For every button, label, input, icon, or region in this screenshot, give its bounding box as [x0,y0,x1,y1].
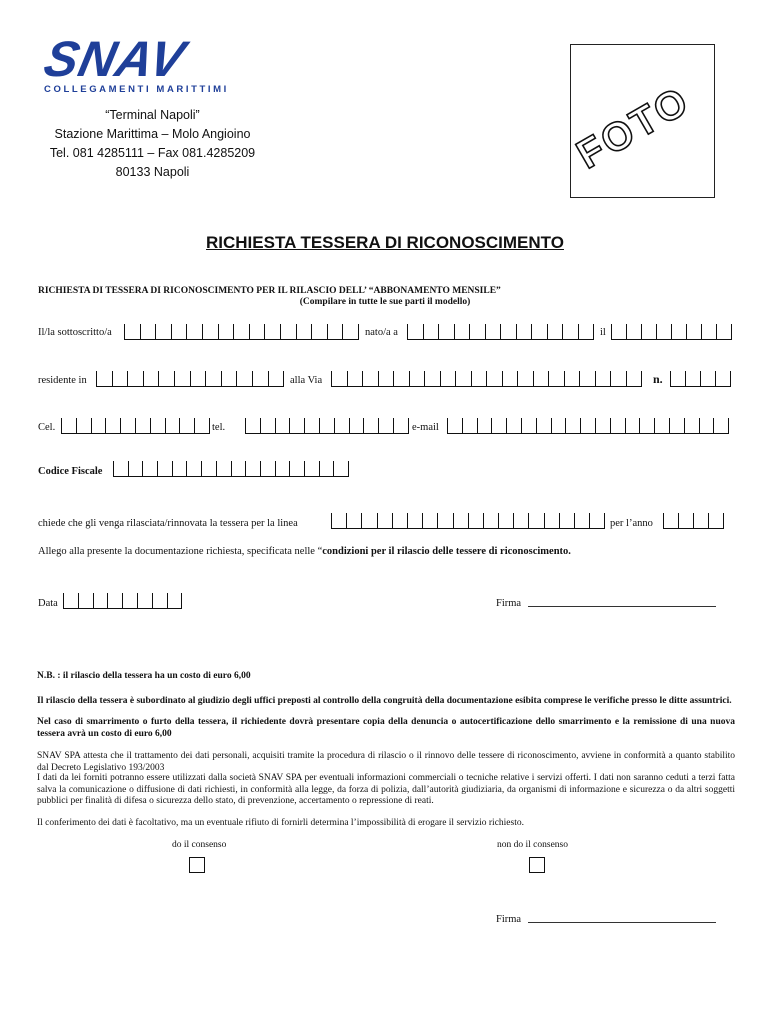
char-box[interactable] [305,418,320,434]
char-box[interactable] [261,418,276,434]
char-box[interactable] [717,324,732,340]
label-data: Data [38,598,58,609]
char-box[interactable] [679,513,694,529]
char-box[interactable] [332,513,347,529]
data-boxes[interactable] [63,593,182,609]
char-box[interactable] [499,513,514,529]
char-box[interactable] [501,324,517,340]
allego-text [38,546,571,557]
char-box[interactable] [246,418,261,434]
char-box[interactable] [113,371,129,387]
char-box[interactable] [611,371,627,387]
char-box[interactable] [297,324,313,340]
char-box[interactable] [642,324,657,340]
char-box[interactable] [144,371,160,387]
char-box[interactable] [206,371,222,387]
char-box[interactable] [565,371,581,387]
char-box[interactable] [334,461,349,477]
address-line-stazione: Stazione Marittima – Molo Angioino [54,127,251,141]
char-box[interactable] [393,513,408,529]
char-box[interactable] [168,593,183,609]
char-box[interactable] [424,324,440,340]
char-box[interactable] [469,513,484,529]
intro-instructions: (Compilare in tutte le sue parti il modello) [299,297,471,307]
char-box[interactable] [328,324,344,340]
char-box[interactable] [408,324,424,340]
char-box[interactable] [700,418,715,434]
char-box[interactable] [114,461,129,477]
label-tel: tel. [212,422,226,433]
label-sottoscritto: Il/la sottoscritto/a [38,327,112,338]
char-box[interactable] [408,513,423,529]
tel-boxes[interactable] [245,418,409,434]
char-box[interactable] [579,324,595,340]
char-box[interactable] [612,324,627,340]
char-box[interactable] [672,324,687,340]
char-box[interactable] [335,418,350,434]
non-do-consenso-checkbox[interactable] [529,857,545,873]
char-box[interactable] [455,324,471,340]
address-line-city: 80133 Napoli [115,165,190,179]
char-box[interactable] [187,324,203,340]
char-box[interactable] [566,418,581,434]
snav-logo [39,31,245,98]
char-box[interactable] [702,324,717,340]
char-box[interactable] [246,461,261,477]
char-box[interactable] [125,324,141,340]
char-box[interactable] [62,418,77,434]
char-box[interactable] [232,461,247,477]
char-box[interactable] [640,418,655,434]
intro-line: RICHIESTA DI TESSERA DI RICONOSCIMENTO PER IL RILASCIO DELL’ “ABBONAMENTO MENSILE” [38,286,501,296]
char-box[interactable] [686,371,701,387]
char-box[interactable] [123,593,138,609]
char-box[interactable] [143,461,158,477]
char-box[interactable] [394,418,409,434]
char-box[interactable] [425,371,441,387]
char-box[interactable] [529,513,544,529]
char-box[interactable] [439,324,455,340]
char-box[interactable] [611,418,626,434]
char-box[interactable] [378,513,393,529]
linea-boxes[interactable] [331,513,605,529]
char-box[interactable] [265,324,281,340]
char-box[interactable] [532,324,548,340]
char-box[interactable] [671,371,686,387]
logo-wordmark: SNAV [39,31,191,87]
address-line-phone: Tel. 081 4285111 – Fax 081.4285209 [49,146,256,160]
char-box[interactable] [305,461,320,477]
char-box[interactable] [217,461,232,477]
anno-boxes[interactable] [663,513,724,529]
label-chiede: chiede che gli venga rilasciata/rinnovata la tessera per la linea [38,518,298,529]
char-box[interactable] [362,513,377,529]
char-box[interactable] [472,371,488,387]
char-box[interactable] [363,371,379,387]
char-box[interactable] [438,513,453,529]
char-box[interactable] [685,418,700,434]
label-residente: residente in [38,375,87,386]
smarrimento-note: Nel caso di smarrimento o furto della tessera, il richiedente dovrà presentare copia della denuncia o autocertificazione dello smarrimento e la remissione di una nuova tessera avrà un costo di euro 6,00 [37,717,735,739]
char-box[interactable] [580,371,596,387]
char-box[interactable] [522,418,537,434]
char-box[interactable] [106,418,121,434]
label-nato: nato/a a [365,327,398,338]
char-box[interactable] [463,418,478,434]
char-box[interactable] [64,593,79,609]
char-box[interactable] [627,371,643,387]
char-box[interactable] [548,324,564,340]
label-il: il [600,327,606,338]
codice-fiscale-boxes[interactable] [113,461,349,477]
label-codice-fiscale: Codice Fiscale [38,466,103,477]
char-box[interactable] [128,371,144,387]
char-box[interactable] [364,418,379,434]
char-box[interactable] [694,513,709,529]
civic-number-boxes[interactable] [670,371,731,387]
char-box[interactable] [537,418,552,434]
char-box[interactable] [219,324,235,340]
char-box[interactable] [379,371,395,387]
char-box[interactable] [320,461,335,477]
char-box[interactable] [517,324,533,340]
char-box[interactable] [250,324,266,340]
allego-conditions: condizioni per il rilascio delle tessere di riconoscimento. [322,546,571,557]
char-box[interactable] [136,418,151,434]
char-box[interactable] [281,324,297,340]
char-box[interactable] [261,461,276,477]
label-non-do-consenso: non do il consenso [497,840,568,850]
char-box[interactable] [560,513,575,529]
char-box[interactable] [545,513,560,529]
char-box[interactable] [269,371,285,387]
char-box[interactable] [203,324,219,340]
char-box[interactable] [670,418,685,434]
char-box[interactable] [596,371,612,387]
label-cel: Cel. [38,422,56,433]
char-box[interactable] [191,371,207,387]
char-box[interactable] [590,513,605,529]
char-box[interactable] [312,324,328,340]
birthdate-boxes[interactable] [611,324,732,340]
char-box[interactable] [534,371,550,387]
char-box[interactable] [276,418,291,434]
char-box[interactable] [156,324,172,340]
subordinato-note: Il rilascio della tessera è subordinato al giudizio degli uffici preposti al controllo della congruità della documentazione esibita comprese le verifiche presso le ditte assuntrici. [37,696,732,706]
char-box[interactable] [79,593,94,609]
char-box[interactable] [175,371,191,387]
label-anno: per l’anno [610,518,653,529]
photo-label: FOTO [570,78,698,178]
char-box[interactable] [290,461,305,477]
char-box[interactable] [456,371,472,387]
firma-line[interactable] [528,606,716,607]
char-box[interactable] [195,418,210,434]
logo-subtitle: COLLEGAMENTI MARITTIMI [44,84,229,95]
char-box[interactable] [187,461,202,477]
char-box[interactable] [129,461,144,477]
char-box[interactable] [552,418,567,434]
char-box[interactable] [716,371,731,387]
char-box[interactable] [518,371,534,387]
char-box[interactable] [714,418,729,434]
char-box[interactable] [507,418,522,434]
char-box[interactable] [655,418,670,434]
char-box[interactable] [664,513,679,529]
char-box[interactable] [492,418,507,434]
char-box[interactable] [290,418,305,434]
char-box[interactable] [448,418,463,434]
char-box[interactable] [563,324,579,340]
photo-label-graphic [570,44,715,198]
char-box[interactable] [108,593,123,609]
residente-boxes[interactable] [96,371,284,387]
via-boxes[interactable] [331,371,642,387]
label-do-consenso: do il consenso [172,840,227,850]
char-box[interactable] [172,324,188,340]
char-box[interactable] [484,513,499,529]
char-box[interactable] [503,371,519,387]
char-box[interactable] [159,371,175,387]
email-boxes[interactable] [447,418,729,434]
cel-boxes[interactable] [61,418,210,434]
char-box[interactable] [657,324,672,340]
char-box[interactable] [626,418,641,434]
char-box[interactable] [173,461,188,477]
conferimento-note: Il conferimento dei dati è facoltativo, ma un eventuale rifiuto di fornirli determina l’impossibilità di erogare il servizio richiesto. [37,818,524,828]
char-box[interactable] [379,418,394,434]
char-box[interactable] [441,371,457,387]
char-box[interactable] [320,418,335,434]
char-box[interactable] [94,593,109,609]
char-box[interactable] [410,371,426,387]
char-box[interactable] [350,418,365,434]
char-box[interactable] [549,371,565,387]
label-firma: Firma [496,598,522,609]
char-box[interactable] [575,513,590,529]
char-box[interactable] [158,461,173,477]
char-box[interactable] [487,371,503,387]
firma-consenso-line[interactable] [528,922,716,923]
char-box[interactable] [253,371,269,387]
char-box[interactable] [596,418,611,434]
allego-prefix: Allego alla presente la documentazione richiesta, specificata nelle “ [38,546,323,557]
char-box[interactable] [709,513,724,529]
char-box[interactable] [486,324,502,340]
char-box[interactable] [234,324,250,340]
nato-boxes[interactable] [407,324,594,340]
char-box[interactable] [627,324,642,340]
char-box[interactable] [514,513,529,529]
char-box[interactable] [138,593,153,609]
privacy-data-usage: I dati da lei forniti potranno essere utilizzati dalla società SNAV SPA per eventuali informazioni commerciali o tecniche relative i servizi offerti. I dati non saranno ceduti a terzi fatta salva la comunicazione o diffusione di dati richiesti, in conformità alla legge, da forza di polizia, dall’autorità giudiziaria, da organismi di informazione e sicurezza o da altri soggetti pubblici per finalità di difesa o sicurezza dello stato, di prevenzione, accertamento o repressione di reati. [37,773,735,806]
label-numero: n. [653,372,663,386]
char-box[interactable] [343,324,359,340]
char-box[interactable] [237,371,253,387]
char-box[interactable] [151,418,166,434]
char-box[interactable] [332,371,348,387]
char-box[interactable] [141,324,157,340]
page-title: RICHIESTA TESSERA DI RICONOSCIMENTO [206,233,564,252]
char-box[interactable] [97,371,113,387]
address-line-terminal: “Terminal Napoli” [105,108,200,122]
label-firma-consenso: Firma [496,914,522,925]
char-box[interactable] [687,324,702,340]
char-box[interactable] [202,461,217,477]
char-box[interactable] [470,324,486,340]
label-via: alla Via [290,375,323,386]
char-box[interactable] [701,371,716,387]
char-box[interactable] [478,418,493,434]
char-box[interactable] [394,371,410,387]
char-box[interactable] [581,418,596,434]
nb-cost-note: N.B. : il rilascio della tessera ha un costo di euro 6,00 [37,671,251,681]
privacy-statement: SNAV SPA attesta che il trattamento dei dati personali, acquisiti tramite la procedura di rilascio o il rinnovo delle tessere di riconoscimento, avviene in conformità a quanto stabilito dal Decreto Legislativo 193/2003 [37,751,735,773]
char-box[interactable] [454,513,469,529]
char-box[interactable] [77,418,92,434]
do-consenso-checkbox[interactable] [189,857,205,873]
char-box[interactable] [180,418,195,434]
char-box[interactable] [423,513,438,529]
label-email: e-mail [412,422,439,433]
char-box[interactable] [92,418,107,434]
char-box[interactable] [348,371,364,387]
char-box[interactable] [347,513,362,529]
char-box[interactable] [276,461,291,477]
char-box[interactable] [166,418,181,434]
char-box[interactable] [121,418,136,434]
char-box[interactable] [222,371,238,387]
sottoscritto-boxes[interactable] [124,324,359,340]
char-box[interactable] [153,593,168,609]
